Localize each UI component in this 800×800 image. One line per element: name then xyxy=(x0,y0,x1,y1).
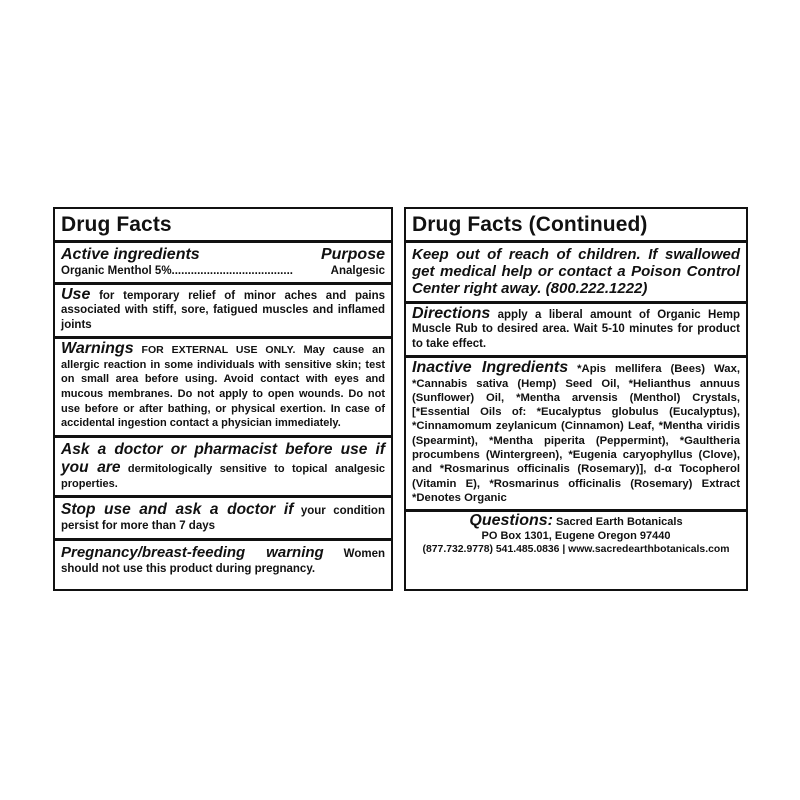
active-ingredients-header xyxy=(61,246,385,264)
questions-heading: Questions: xyxy=(469,512,553,530)
ask-doctor-section xyxy=(55,438,391,498)
directions-text: apply a liberal amount of Organic Hemp Muscle Rub to desired area. Wait 5-10 minutes for product to take effect. xyxy=(412,309,740,350)
drug-facts-panel xyxy=(53,207,393,591)
stop-use-heading: Stop use and ask a doctor if xyxy=(61,501,294,519)
pregnancy-text: Women should not use this product during pregnancy. xyxy=(61,547,385,575)
questions-section xyxy=(406,512,746,561)
purpose-heading: Purpose xyxy=(320,246,385,263)
contact-info: (877.732.9778) 541.485.0836 | www.sacredearthbotanicals.com xyxy=(422,544,730,556)
ask-doctor-text: dermitologically sensitive to topical analgesic properties. xyxy=(61,462,385,490)
warnings-heading: Warnings xyxy=(61,340,134,358)
active-ingredient-purpose: Analgesic xyxy=(330,265,385,277)
inactive-ingredients-heading: Inactive Ingredients xyxy=(412,359,569,377)
panel-title: Drug Facts xyxy=(55,209,391,243)
external-use-notice: FOR EXTERNAL USE ONLY. xyxy=(133,344,296,357)
keep-out-section xyxy=(406,243,746,304)
ingredient-cell xyxy=(61,264,293,278)
stop-use-text: your condition persist for more than 7 days xyxy=(61,505,385,533)
warnings-text: May cause an allergic reaction in some individuals with sensitive skin; test on small area before using. Avoid contact with eyes and mucous membranes. Do not apply to open wounds. Do not use before or after bathing, or physical exertion. In case of accidental ingestion contact a physician immediately. xyxy=(61,344,386,430)
drug-facts-continued-panel xyxy=(404,207,748,591)
use-heading: Use xyxy=(61,286,91,303)
pregnancy-heading: Pregnancy/breast-feeding warning xyxy=(61,543,324,561)
directions-section xyxy=(406,304,746,358)
use-text: for temporary relief of minor aches and pains associated with stiff, sore, fatigued muscles and inflamed joints xyxy=(61,290,385,331)
active-ingredients-heading: Active ingredients xyxy=(61,246,200,263)
panel-title-continued: Drug Facts (Continued) xyxy=(406,209,746,243)
use-section xyxy=(55,285,391,339)
questions-line xyxy=(412,514,740,529)
active-ingredient-row xyxy=(61,264,385,278)
active-ingredient-name: Organic Menthol 5% xyxy=(61,265,172,277)
leader-dots: ...................................... xyxy=(171,265,293,277)
keep-out-warning: Keep out of reach of children. If swallowed get medical help or contact a Poison Control Center right away. (800.222.1222) xyxy=(412,246,740,297)
stop-use-section xyxy=(55,498,391,540)
directions-heading: Directions xyxy=(412,305,491,322)
company-name: Sacred Earth Botanicals xyxy=(552,516,683,529)
inactive-ingredients-text: *Apis mellifera (Bees) Wax, *Cannabis sativa (Hemp) Seed Oil, *Helianthus annuus (Sunflower) Oil, *Mentha arvensis (Menthol) Crystals, [*Essential Oils of: *Eucalyptus globulus (Eucalyptus), *Cinnamomum zeylanicum (Cinnamon) Leaf, *Mentha viridis (Spearmint), *Mentha piperita (Peppermint), *Gaultheria procumbens (Wintergreen), *Eugenia caryophyllus (Clove), and *Rosmarinus officinalis (Rosemary)], d-α Tocopherol (Vitamin E), *Rosmarinus officinalis (Rosemary) Extract *Denotes Organic xyxy=(412,363,740,504)
inactive-ingredients-section xyxy=(406,358,746,512)
pregnancy-section xyxy=(55,541,391,580)
active-ingredients-section xyxy=(55,243,391,285)
mailing-address: PO Box 1301, Eugene Oregon 97440 xyxy=(481,530,671,543)
ask-doctor-heading: Ask a doctor or pharmacist before use if you are xyxy=(61,440,385,476)
warnings-section xyxy=(55,339,391,438)
